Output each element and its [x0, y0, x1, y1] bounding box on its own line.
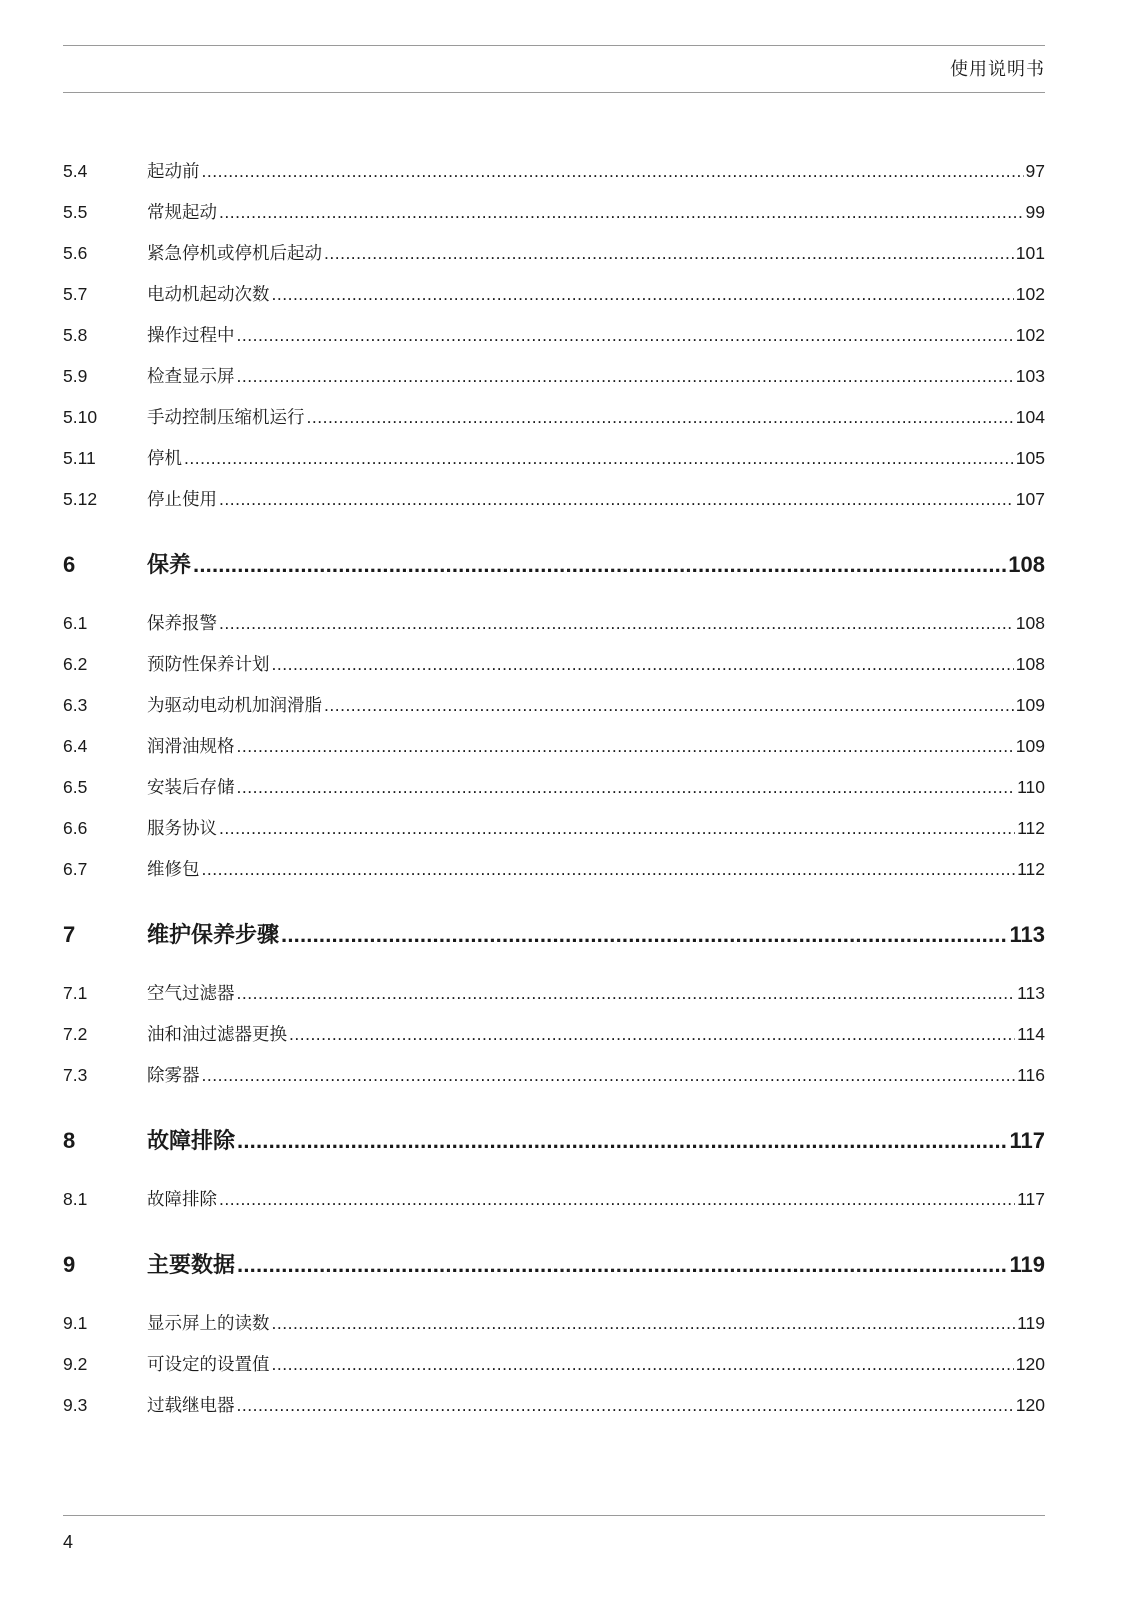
- toc-dot-leader: [237, 1395, 1014, 1416]
- toc-section-title: 紧急停机或停机后起动: [147, 244, 322, 264]
- toc-section-title: 检查显示屏: [147, 367, 235, 387]
- toc-page-number: 107: [1015, 489, 1045, 509]
- toc-page-number: 119: [1017, 1313, 1045, 1333]
- toc-dot-leader: [237, 777, 1016, 798]
- toc-dot-leader: [219, 818, 1015, 839]
- toc-section-number: 8: [63, 1128, 76, 1153]
- toc-page-number: 117: [1009, 1128, 1045, 1153]
- toc-section-title: 故障排除: [147, 1190, 217, 1210]
- toc-section-number: 7.1: [63, 983, 88, 1003]
- toc-section-title: 起动前: [147, 162, 200, 182]
- toc-section-number: 9.1: [63, 1313, 88, 1333]
- toc-dot-leader: [219, 1189, 1015, 1210]
- toc-section-number: 9.3: [63, 1395, 88, 1415]
- toc-section-title: 安装后存储: [147, 778, 235, 798]
- toc-page-number: 109: [1015, 736, 1045, 756]
- toc-section-number: 5.7: [63, 284, 88, 304]
- toc-entry[interactable]: [63, 404, 1045, 429]
- toc-entry[interactable]: [63, 158, 1045, 183]
- toc-section-number: 8.1: [63, 1189, 88, 1209]
- toc-page-number: 112: [1017, 818, 1045, 838]
- toc-entry[interactable]: [63, 1062, 1045, 1087]
- toc-dot-leader: [324, 243, 1014, 264]
- toc-page-number: 113: [1017, 983, 1045, 1003]
- toc-dot-leader: [219, 202, 1024, 223]
- toc-entry[interactable]: [63, 363, 1045, 388]
- toc-entry[interactable]: [63, 199, 1045, 224]
- toc-section-title: 保养: [147, 553, 192, 578]
- toc-section-number: 6.4: [63, 736, 88, 756]
- toc-page-number: 102: [1015, 284, 1045, 304]
- toc-entry[interactable]: [63, 651, 1045, 676]
- toc-page-number: 120: [1015, 1395, 1045, 1415]
- toc-section-number: 5.11: [63, 448, 96, 468]
- header-top-rule: [63, 45, 1045, 46]
- toc-section-number: 6.2: [63, 654, 88, 674]
- toc-dot-leader: [219, 489, 1014, 510]
- toc-page-number: 108: [1015, 613, 1045, 633]
- toc-entry[interactable]: [63, 733, 1045, 758]
- toc-section-title: 操作过程中: [147, 326, 235, 346]
- toc-section-title: 显示屏上的读数: [147, 1314, 270, 1334]
- toc-page-number: 109: [1015, 695, 1045, 715]
- toc-section-number: 7: [63, 922, 76, 947]
- footer-page-number: 4: [63, 1532, 74, 1552]
- toc-dot-leader: [202, 161, 1024, 182]
- toc-section-title: 维护保养步骤: [147, 923, 280, 948]
- toc-section-number: 9: [63, 1252, 76, 1277]
- toc-page-number: 108: [1015, 654, 1045, 674]
- toc-section-title: 预防性保养计划: [147, 655, 270, 675]
- toc-chapter-entry[interactable]: [63, 1124, 1045, 1155]
- toc-page-number: 120: [1015, 1354, 1045, 1374]
- toc-dot-leader: [281, 922, 1007, 948]
- toc-dot-leader: [237, 983, 1016, 1004]
- toc-section-title: 可设定的设置值: [147, 1355, 270, 1375]
- toc-page-number: 117: [1017, 1189, 1045, 1209]
- toc-entry[interactable]: [63, 815, 1045, 840]
- toc-section-number: 5.5: [63, 202, 88, 222]
- toc-section-title: 除雾器: [147, 1066, 200, 1086]
- toc-page-number: 105: [1015, 448, 1045, 468]
- toc-entry[interactable]: [63, 856, 1045, 881]
- toc-dot-leader: [219, 613, 1014, 634]
- toc-entry[interactable]: [63, 1186, 1045, 1211]
- toc-dot-leader: [272, 654, 1014, 675]
- toc-page-number: 103: [1015, 366, 1045, 386]
- toc-section-number: 5.12: [63, 489, 98, 509]
- toc-section-title: 电动机起动次数: [147, 285, 270, 305]
- toc-page-number: 119: [1009, 1252, 1045, 1277]
- toc-page-number: 104: [1015, 407, 1045, 427]
- toc-section-title: 停机: [147, 449, 182, 469]
- toc-page-number: 99: [1025, 202, 1045, 222]
- toc-dot-leader: [237, 366, 1014, 387]
- toc-section-number: 5.10: [63, 407, 98, 427]
- toc-section-number: 5.4: [63, 161, 88, 181]
- toc-section-number: 5.9: [63, 366, 88, 386]
- toc-entry[interactable]: [63, 322, 1045, 347]
- footer-rule: [63, 1515, 1045, 1516]
- toc-section-title: 停止使用: [147, 490, 217, 510]
- toc-dot-leader: [202, 1065, 1016, 1086]
- toc-section-title: 空气过滤器: [147, 984, 235, 1004]
- toc-section-number: 6.3: [63, 695, 88, 715]
- toc-section-number: 7.2: [63, 1024, 88, 1044]
- toc-section-title: 常规起动: [147, 203, 217, 223]
- toc-dot-leader: [237, 1128, 1007, 1154]
- toc-chapter-entry[interactable]: [63, 548, 1045, 579]
- toc-section-number: 7.3: [63, 1065, 88, 1085]
- toc-section-title: 故障排除: [147, 1129, 236, 1154]
- toc-page-number: 114: [1017, 1024, 1045, 1044]
- toc-dot-leader: [237, 736, 1014, 757]
- toc-page-number: 101: [1015, 243, 1045, 263]
- toc-section-title: 油和油过滤器更换: [147, 1025, 287, 1045]
- toc-section-title: 润滑油规格: [147, 737, 235, 757]
- toc-dot-leader: [202, 859, 1016, 880]
- toc-page-number: 116: [1017, 1065, 1045, 1085]
- toc-chapter-entry[interactable]: [63, 918, 1045, 949]
- toc-section-number: 9.2: [63, 1354, 88, 1374]
- toc-page-number: 110: [1017, 777, 1045, 797]
- toc-dot-leader: [237, 325, 1014, 346]
- toc-entry[interactable]: [63, 240, 1045, 265]
- toc-entry[interactable]: [63, 1392, 1045, 1417]
- toc-dot-leader: [307, 407, 1014, 428]
- toc-entry[interactable]: [63, 1310, 1045, 1335]
- toc-entry[interactable]: [63, 1021, 1045, 1046]
- toc-section-number: 5.8: [63, 325, 88, 345]
- toc-section-number: 6: [63, 552, 76, 577]
- toc-dot-leader: [193, 552, 1006, 578]
- header-bottom-rule: [63, 92, 1045, 93]
- toc-dot-leader: [184, 448, 1014, 469]
- toc-section-title: 手动控制压缩机运行: [147, 408, 305, 428]
- toc-page-number: 113: [1009, 922, 1045, 947]
- toc-section-title: 过载继电器: [147, 1396, 235, 1416]
- toc-dot-leader: [272, 1354, 1014, 1375]
- toc-dot-leader: [237, 1252, 1007, 1278]
- toc-entry[interactable]: [63, 281, 1045, 306]
- toc-section-number: 5.6: [63, 243, 88, 263]
- toc-entry[interactable]: [63, 610, 1045, 635]
- toc-entry[interactable]: [63, 980, 1045, 1005]
- toc-section-title: 维修包: [147, 860, 200, 880]
- toc-section-number: 6.6: [63, 818, 88, 838]
- toc-page-number: 97: [1025, 161, 1045, 181]
- toc-page-number: 102: [1015, 325, 1045, 345]
- toc-entry[interactable]: [63, 774, 1045, 799]
- toc-section-number: 6.7: [63, 859, 88, 879]
- toc-section-title: 为驱动电动机加润滑脂: [147, 696, 322, 716]
- toc-page-number: 112: [1017, 859, 1045, 879]
- toc-section-title: 保养报警: [147, 614, 217, 634]
- toc-section-number: 6.5: [63, 777, 88, 797]
- toc-chapter-entry[interactable]: [63, 1248, 1045, 1279]
- toc-entry[interactable]: [63, 445, 1045, 470]
- toc-section-title: 服务协议: [147, 819, 217, 839]
- toc-dot-leader: [324, 695, 1014, 716]
- toc-dot-leader: [272, 284, 1014, 305]
- document-title: 使用说明书: [950, 59, 1045, 80]
- toc-dot-leader: [272, 1313, 1016, 1334]
- toc-entry[interactable]: [63, 486, 1045, 511]
- toc-section-title: 主要数据: [147, 1253, 236, 1278]
- toc-page-number: 108: [1008, 552, 1045, 577]
- toc-entry[interactable]: [63, 1351, 1045, 1376]
- toc-dot-leader: [289, 1024, 1015, 1045]
- toc-section-number: 6.1: [63, 613, 88, 633]
- toc-entry[interactable]: [63, 692, 1045, 717]
